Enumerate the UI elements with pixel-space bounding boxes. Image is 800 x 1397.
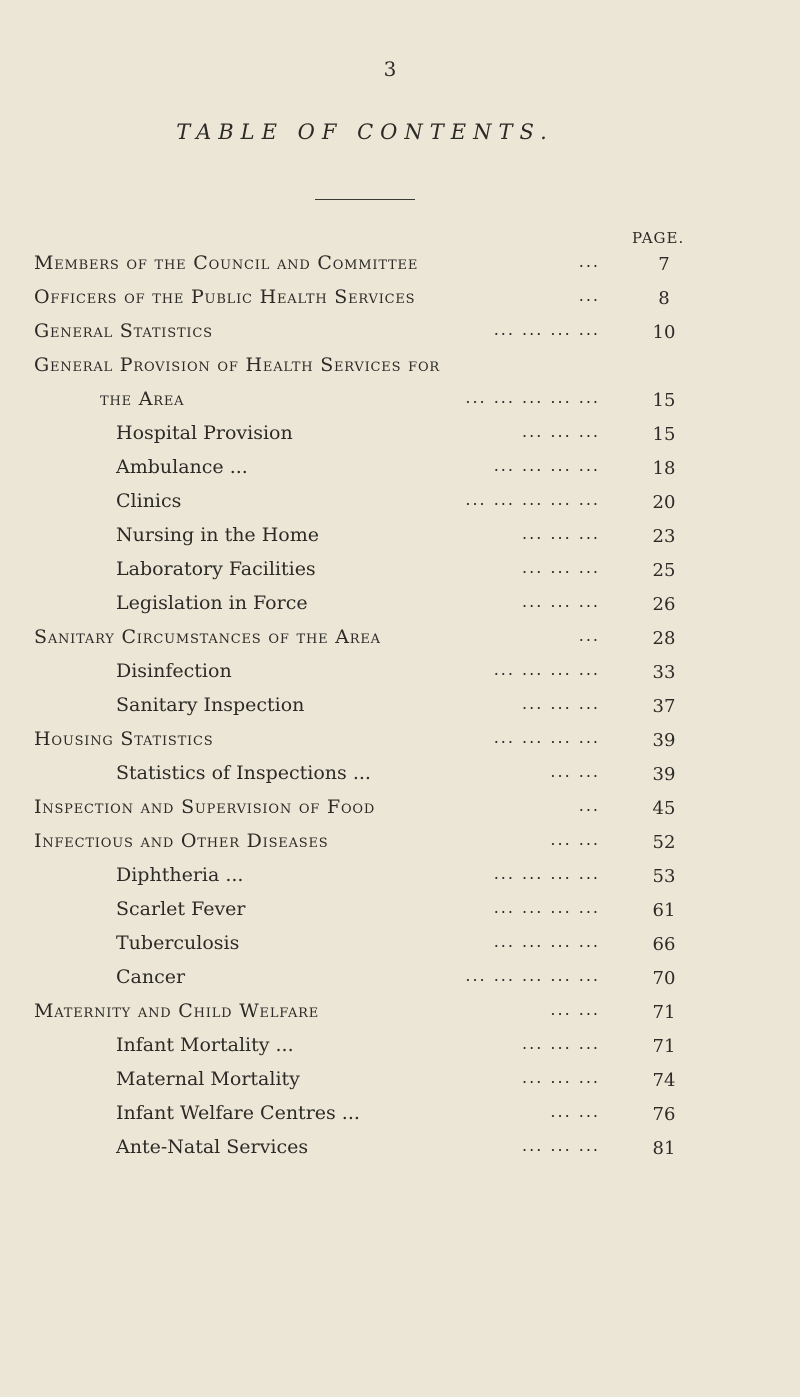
toc-page-number: 10 xyxy=(652,322,676,343)
dot-leader: ... ... ... xyxy=(522,1136,600,1155)
dot-leader: ... ... ... xyxy=(522,1068,600,1087)
toc-page-number: 74 xyxy=(652,1070,676,1091)
toc-entry-title: Tuberculosis xyxy=(116,932,240,954)
toc-entry-nursing xyxy=(0,524,800,558)
toc-entry-title: General Provision of Health Services for xyxy=(34,354,441,376)
toc-entry-tuberculosis xyxy=(0,932,800,966)
toc-entry-cancer xyxy=(0,966,800,1000)
toc-entry-title: Clinics xyxy=(116,490,182,512)
toc-page-number: 71 xyxy=(652,1036,676,1057)
dot-leader: ... ... xyxy=(550,1000,600,1019)
dot-leader: ... ... ... xyxy=(522,422,600,441)
toc-page-number: 23 xyxy=(652,526,676,547)
toc-entry-title: Sanitary Circumstances of the Area xyxy=(34,626,381,648)
toc-entry-hospital-provision xyxy=(0,422,800,456)
toc-entry-maternity xyxy=(0,1000,800,1034)
toc-entry-infant-welfare-centres xyxy=(0,1102,800,1136)
toc-entry-infectious-diseases xyxy=(0,830,800,864)
page-number: 3 xyxy=(383,57,397,81)
dot-leader: ... ... ... xyxy=(522,1034,600,1053)
toc-entry-title: Officers of the Public Health Services xyxy=(34,286,416,308)
toc-entry-title: Infectious and Other Diseases xyxy=(34,830,329,852)
toc-page-number: 18 xyxy=(652,458,676,479)
toc-page-number: 61 xyxy=(652,900,676,921)
toc-entry-title: Legislation in Force xyxy=(116,592,308,614)
dot-leader: ... ... xyxy=(550,830,600,849)
dot-leader: ... xyxy=(578,252,600,271)
toc-entry-statistics-of-inspections xyxy=(0,762,800,796)
toc-entry-officers xyxy=(0,286,800,320)
toc-page-number: 39 xyxy=(652,730,676,751)
title-rule xyxy=(315,199,415,200)
dot-leader: ... ... ... ... xyxy=(493,456,600,475)
dot-leader: ... ... ... ... ... xyxy=(465,966,600,985)
toc-entry-title: Infant Welfare Centres ... xyxy=(116,1102,360,1124)
toc-entry-members xyxy=(0,252,800,286)
toc-entry-ambulance xyxy=(0,456,800,490)
toc-page-number: 15 xyxy=(652,390,676,411)
toc-entry-title: Members of the Council and Committee xyxy=(34,252,419,274)
toc-entry-title: Maternal Mortality xyxy=(116,1068,300,1090)
toc-page-number: 28 xyxy=(652,628,676,649)
toc-entry-title: Scarlet Fever xyxy=(116,898,246,920)
toc-entry-title: Maternity and Child Welfare xyxy=(34,1000,320,1022)
dot-leader: ... xyxy=(578,626,600,645)
dot-leader: ... ... ... xyxy=(522,694,600,713)
toc-page-number: 52 xyxy=(652,832,676,853)
toc-entry-title: Housing Statistics xyxy=(34,728,214,750)
toc-page-number: 39 xyxy=(652,764,676,785)
toc-entry-title: General Statistics xyxy=(34,320,213,342)
dot-leader: ... ... ... ... ... xyxy=(465,490,600,509)
toc-entry-infant-mortality xyxy=(0,1034,800,1068)
toc-page-number: 37 xyxy=(652,696,676,717)
toc-page-number: 26 xyxy=(652,594,676,615)
toc-page-number: 71 xyxy=(652,1002,676,1023)
dot-leader: ... ... ... ... xyxy=(493,728,600,747)
toc-entry-title: Ambulance ... xyxy=(116,456,248,478)
table-of-contents xyxy=(0,252,800,1170)
toc-entry-scarlet-fever xyxy=(0,898,800,932)
dot-leader: ... ... ... ... xyxy=(493,320,600,339)
toc-entry-disinfection xyxy=(0,660,800,694)
toc-page-number: 45 xyxy=(652,798,676,819)
dot-leader: ... ... ... ... xyxy=(493,864,600,883)
dot-leader: ... ... ... ... xyxy=(493,660,600,679)
dot-leader: ... ... ... ... xyxy=(493,898,600,917)
toc-page-number: 8 xyxy=(658,288,670,309)
toc-entry-title: Diphtheria ... xyxy=(116,864,244,886)
toc-page-number: 76 xyxy=(652,1104,676,1125)
toc-entry-title: Infant Mortality ... xyxy=(116,1034,294,1056)
toc-entry-title: Inspection and Supervision of Food xyxy=(34,796,376,818)
dot-leader: ... ... ... ... xyxy=(493,932,600,951)
page-title: TABLE OF CONTENTS. xyxy=(176,120,554,144)
toc-entry-the-area xyxy=(0,388,800,422)
dot-leader: ... ... ... xyxy=(522,558,600,577)
toc-page-number: 33 xyxy=(652,662,676,683)
toc-entry-sanitary-circumstances xyxy=(0,626,800,660)
dot-leader: ... ... ... xyxy=(522,592,600,611)
dot-leader: ... xyxy=(578,286,600,305)
toc-entry-title: Cancer xyxy=(116,966,186,988)
toc-entry-general-provision xyxy=(0,354,800,388)
toc-page-number: 7 xyxy=(658,254,670,275)
toc-entry-maternal-mortality xyxy=(0,1068,800,1102)
dot-leader: ... ... xyxy=(550,1102,600,1121)
dot-leader: ... ... ... xyxy=(522,524,600,543)
dot-leader: ... ... xyxy=(550,762,600,781)
toc-page-number: 15 xyxy=(652,424,676,445)
toc-entry-title: Sanitary Inspection xyxy=(116,694,305,716)
page-column-label: PAGE. xyxy=(632,229,685,247)
toc-entry-title: Nursing in the Home xyxy=(116,524,319,546)
toc-page-number: 25 xyxy=(652,560,676,581)
toc-page-number: 53 xyxy=(652,866,676,887)
toc-page-number: 70 xyxy=(652,968,676,989)
toc-page-number: 81 xyxy=(652,1138,676,1159)
toc-page-number: 66 xyxy=(652,934,676,955)
toc-entry-title: Laboratory Facilities xyxy=(116,558,316,580)
toc-entry-inspection-of-food xyxy=(0,796,800,830)
dot-leader: ... ... ... ... ... xyxy=(465,388,600,407)
toc-entry-laboratory xyxy=(0,558,800,592)
toc-entry-title: the Area xyxy=(100,388,185,410)
dot-leader: ... xyxy=(578,796,600,815)
toc-entry-clinics xyxy=(0,490,800,524)
toc-entry-ante-natal xyxy=(0,1136,800,1170)
toc-entry-general-statistics xyxy=(0,320,800,354)
toc-page-number: 20 xyxy=(652,492,676,513)
toc-entry-title: Disinfection xyxy=(116,660,232,682)
toc-entry-legislation xyxy=(0,592,800,626)
toc-entry-title: Statistics of Inspections ... xyxy=(116,762,371,784)
toc-entry-sanitary-inspection xyxy=(0,694,800,728)
toc-entry-housing-statistics xyxy=(0,728,800,762)
toc-entry-diphtheria xyxy=(0,864,800,898)
toc-entry-title: Hospital Provision xyxy=(116,422,293,444)
toc-entry-title: Ante-Natal Services xyxy=(116,1136,309,1158)
